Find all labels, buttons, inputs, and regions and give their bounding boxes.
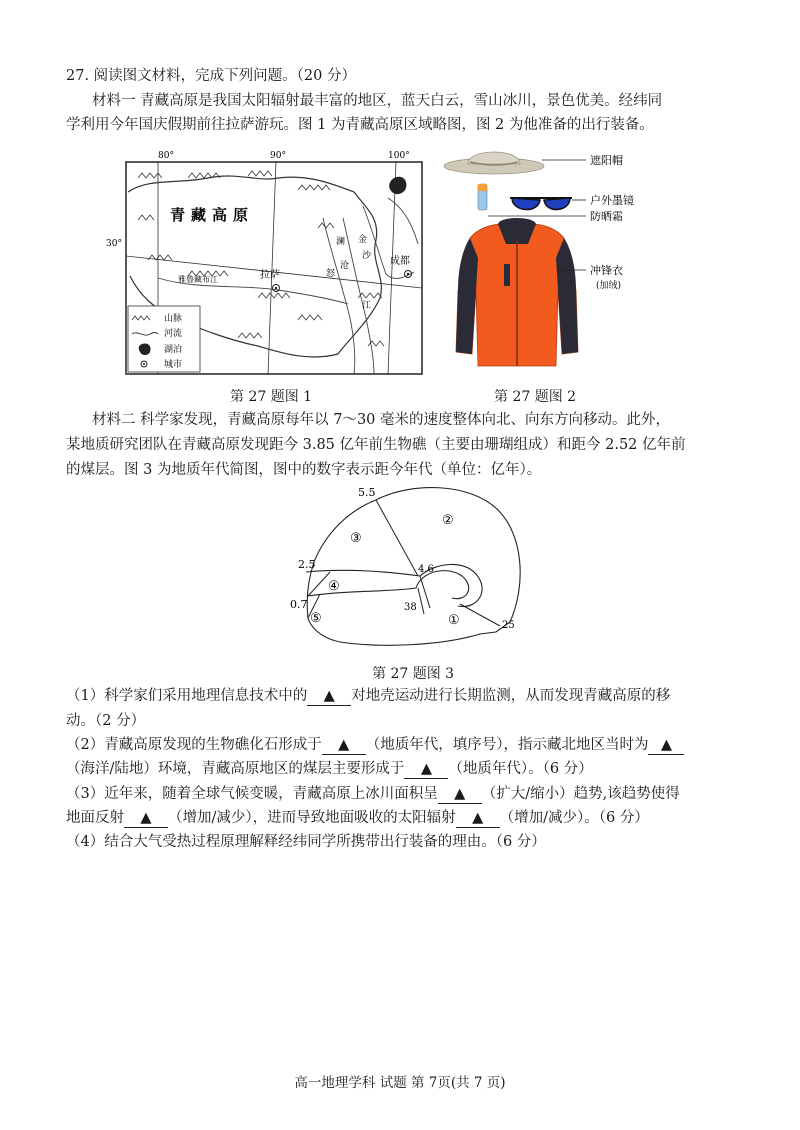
age-label-5-5: 5.5 <box>358 486 376 499</box>
sector-label-1: ① <box>448 613 460 628</box>
region-label: 青藏高原 <box>170 206 255 224</box>
river-label-nu: 怒 <box>326 269 336 279</box>
river-label-sha: 沙 <box>362 251 372 261</box>
sector-label-4: ④ <box>328 579 340 594</box>
page-footer: 高一地理学科 试题 第 7页(共 7 页) <box>294 1075 506 1091</box>
subquestion-1-cont: 动。（2 分） <box>66 713 146 729</box>
answer-blank-3a[interactable]: ▲ <box>438 785 482 804</box>
subquestion-2-cont: （海洋/陆地）环境，青藏高原地区的煤层主要形成于 ▲ （地质年代）。（6 分） <box>66 761 593 777</box>
answer-blank-3b[interactable]: ▲ <box>124 809 168 828</box>
river-label-jiang: 江 <box>362 301 372 311</box>
sector-label-3: ③ <box>350 531 362 546</box>
subquestion-2: （2）青藏高原发现的生物礁化石形成于 ▲ （地质年代，填序号），指示藏北地区当时为 ▲ <box>66 733 746 758</box>
age-label-2-5: 2.5 <box>298 558 316 571</box>
legend-city: 城市 <box>164 360 183 370</box>
river-label-yarlung: 雅鲁藏布江 <box>178 275 218 284</box>
material-2-line-2: 某地质研究团队在青藏高原发现距今 3.85 亿年前生物礁（主要由珊瑚组成）和距今 2.52 亿年前 <box>66 437 686 453</box>
city-chengdu-dot <box>407 273 409 275</box>
sun-hat-icon <box>444 152 544 174</box>
lon-label-80: 80° <box>158 151 174 161</box>
sector-label-2: ② <box>442 513 454 528</box>
figure-2-gear <box>438 140 670 384</box>
figure-1-map <box>106 148 430 380</box>
legend-mountain: 山脉 <box>164 314 183 324</box>
label-sunscreen: 防晒霜 <box>590 210 623 223</box>
city-label-lhasa: 拉萨 <box>260 270 280 281</box>
lake-shape <box>389 177 406 194</box>
material-1-line-2: 学利用今年国庆假期前往拉萨游玩。图 1 为青藏高原区域略图，图 2 为他准备的出行装备。 <box>66 117 654 133</box>
river-label-cang: 沧 <box>340 261 350 271</box>
river-label-lan: 澜 <box>336 237 346 247</box>
lon-label-100: 100° <box>388 151 410 161</box>
age-label-4-6: 4.6 <box>418 564 434 575</box>
subquestion-1: （1）科学家们采用地理信息技术中的 ▲ 对地壳运动进行长期监测，从而发现青藏高原的移 <box>66 688 671 704</box>
material-2-line-3: 的煤层。图 3 为地质年代简图，图中的数字表示距今年代（单位：亿年）。 <box>66 462 542 478</box>
subquestion-4: （4）结合大气受热过程原理解释经纬同学所携带出行装备的理由。（6 分） <box>66 834 546 850</box>
figure-3-caption: 第 27 题图 3 <box>372 666 455 682</box>
figure-1-caption: 第 27 题图 1 <box>230 389 313 405</box>
legend-lake: 湖泊 <box>164 345 183 355</box>
material-2-line-1: 材料二 科学家发现，青藏高原每年以 7～30 毫米的速度整体向北、向东方向移动。此外， <box>92 412 670 428</box>
sunscreen-icon <box>478 184 487 210</box>
jacket-icon <box>456 218 578 366</box>
boundary-38 <box>418 588 424 614</box>
answer-blank-2a[interactable]: ▲ <box>322 736 366 755</box>
question-heading: 27. 阅读图文材料，完成下列问题。（20 分） <box>66 68 356 84</box>
label-jacket: 冲锋衣 <box>590 264 623 277</box>
spiral-outer-top <box>376 488 520 632</box>
boundary-25 <box>460 604 500 626</box>
meridian-100 <box>388 162 396 374</box>
answer-blank-3c[interactable]: ▲ <box>456 809 500 828</box>
boundary-2-5 <box>308 572 330 596</box>
answer-blank-1[interactable]: ▲ <box>307 687 351 706</box>
answer-blank-2c[interactable]: ▲ <box>404 760 448 779</box>
figure-2-caption: 第 27 题图 2 <box>494 389 577 405</box>
subquestion-3-cont: 地面反射 ▲ （增加/减少），进而导致地面吸收的太阳辐射 ▲ （增加/减少）。（6 分） <box>66 810 649 826</box>
boundary-5-5 <box>376 500 418 576</box>
city-lhasa-dot <box>275 287 277 289</box>
material-1-line-1: 材料一 青藏高原是我国太阳辐射最丰富的地区，蓝天白云，雪山冰川，景色优美。经纬同 <box>92 93 663 109</box>
figure-3-geologic-spiral <box>280 476 540 656</box>
meridian-90 <box>268 162 276 374</box>
label-jacket-fleece: (加绒) <box>596 281 622 291</box>
label-sunglasses: 户外墨镜 <box>590 194 634 207</box>
spiral-outer-bottom <box>340 632 496 645</box>
age-label-38: 38 <box>404 602 417 613</box>
age-label-25: 25 <box>502 620 515 631</box>
age-label-0-7: 0.7 <box>290 598 308 611</box>
answer-blank-2b[interactable]: ▲ <box>648 736 684 755</box>
river-label-jin: 金 <box>358 235 368 245</box>
label-sun-hat: 遮阳帽 <box>590 154 623 167</box>
city-label-chengdu: 成都 <box>390 256 410 267</box>
lat-label-30: 30° <box>106 239 122 249</box>
lon-label-90: 90° <box>270 151 286 161</box>
sector-label-5: ⑤ <box>310 611 322 626</box>
river-northeast <box>388 198 418 244</box>
legend-river: 河流 <box>164 329 183 339</box>
subquestion-3: （3）近年来，随着全球气候变暖，青藏高原上冰川面积呈 ▲ （扩大/缩小）趋势,该趋势使得 <box>66 786 680 802</box>
sunglasses-icon <box>510 198 572 210</box>
